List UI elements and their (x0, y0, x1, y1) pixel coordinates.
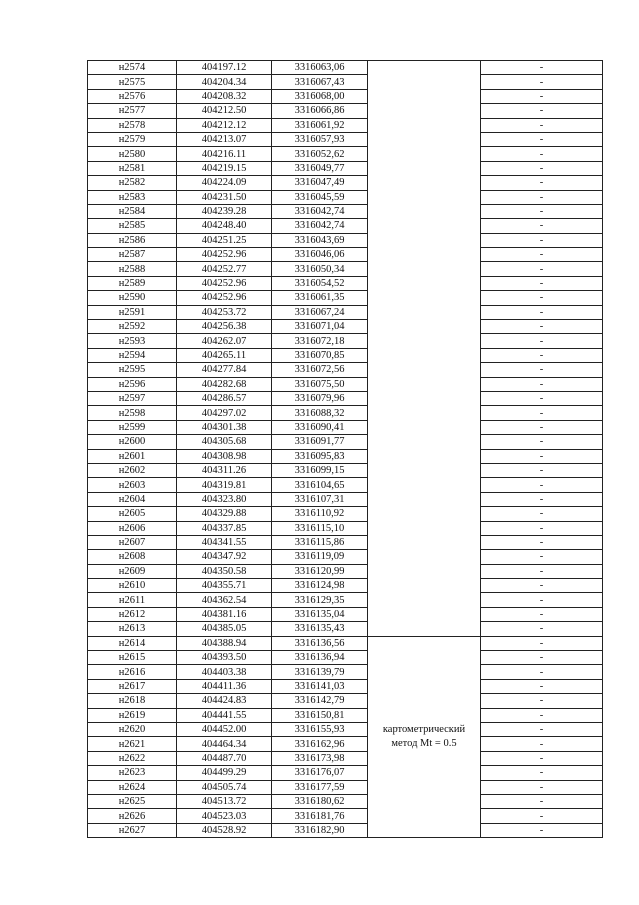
method-text: метод Mt = 0.5 (391, 737, 457, 749)
point-id-cell: н2626 (88, 809, 177, 823)
table-row (88, 679, 603, 693)
point-id-cell: н2604 (88, 492, 177, 506)
table-row (88, 535, 603, 549)
accuracy-cell: - (481, 679, 603, 693)
point-id-cell: н2590 (88, 291, 177, 305)
y-coordinate-cell: 3316061,35 (272, 291, 368, 305)
point-id-cell: н2578 (88, 118, 177, 132)
y-coordinate-cell: 3316063,06 (272, 61, 368, 75)
x-coordinate-cell: 404499.29 (177, 766, 272, 780)
x-coordinate-cell: 404381.16 (177, 607, 272, 621)
y-coordinate-cell: 3316091,77 (272, 435, 368, 449)
x-coordinate-cell: 404197.12 (177, 61, 272, 75)
accuracy-cell: - (481, 809, 603, 823)
y-coordinate-cell: 3316043,69 (272, 233, 368, 247)
x-coordinate-cell: 404212.50 (177, 104, 272, 118)
table-row (88, 809, 603, 823)
accuracy-cell: - (481, 823, 603, 837)
x-coordinate-cell: 404239.28 (177, 204, 272, 218)
accuracy-cell: - (481, 722, 603, 736)
table-row (88, 579, 603, 593)
x-coordinate-cell: 404528.92 (177, 823, 272, 837)
method-cell (368, 61, 481, 637)
point-id-cell: н2583 (88, 190, 177, 204)
x-coordinate-cell: 404212.12 (177, 118, 272, 132)
table-row (88, 780, 603, 794)
accuracy-cell: - (481, 665, 603, 679)
y-coordinate-cell: 3316052,62 (272, 147, 368, 161)
y-coordinate-cell: 3316095,83 (272, 449, 368, 463)
y-coordinate-cell: 3316068,00 (272, 89, 368, 103)
y-coordinate-cell: 3316181,76 (272, 809, 368, 823)
y-coordinate-cell: 3316099,15 (272, 463, 368, 477)
y-coordinate-cell: 3316119,09 (272, 550, 368, 564)
table-row (88, 118, 603, 132)
y-coordinate-cell: 3316046,06 (272, 248, 368, 262)
x-coordinate-cell: 404208.32 (177, 89, 272, 103)
point-id-cell: н2592 (88, 320, 177, 334)
y-coordinate-cell: 3316079,96 (272, 391, 368, 405)
point-id-cell: н2621 (88, 737, 177, 751)
accuracy-cell: - (481, 751, 603, 765)
y-coordinate-cell: 3316107,31 (272, 492, 368, 506)
point-id-cell: н2614 (88, 636, 177, 650)
point-id-cell: н2627 (88, 823, 177, 837)
point-id-cell: н2606 (88, 521, 177, 535)
accuracy-cell: - (481, 320, 603, 334)
x-coordinate-cell: 404216.11 (177, 147, 272, 161)
point-id-cell: н2584 (88, 204, 177, 218)
x-coordinate-cell: 404505.74 (177, 780, 272, 794)
point-id-cell: н2615 (88, 651, 177, 665)
point-id-cell: н2611 (88, 593, 177, 607)
point-id-cell: н2600 (88, 435, 177, 449)
x-coordinate-cell: 404403.38 (177, 665, 272, 679)
method-cell (368, 636, 481, 837)
x-coordinate-cell: 404286.57 (177, 391, 272, 405)
y-coordinate-cell: 3316173,98 (272, 751, 368, 765)
table-row (88, 61, 603, 75)
x-coordinate-cell: 404523.03 (177, 809, 272, 823)
accuracy-cell: - (481, 276, 603, 290)
accuracy-cell: - (481, 449, 603, 463)
x-coordinate-cell: 404311.26 (177, 463, 272, 477)
point-id-cell: н2617 (88, 679, 177, 693)
accuracy-cell: - (481, 75, 603, 89)
point-id-cell: н2605 (88, 507, 177, 521)
y-coordinate-cell: 3316104,65 (272, 478, 368, 492)
table-row (88, 708, 603, 722)
x-coordinate-cell: 404347.92 (177, 550, 272, 564)
y-coordinate-cell: 3316124,98 (272, 579, 368, 593)
table-row (88, 320, 603, 334)
table-row (88, 722, 603, 736)
x-coordinate-cell: 404305.68 (177, 435, 272, 449)
x-coordinate-cell: 404487.70 (177, 751, 272, 765)
table-row (88, 262, 603, 276)
point-id-cell: н2580 (88, 147, 177, 161)
table-row (88, 622, 603, 636)
table-row (88, 550, 603, 564)
y-coordinate-cell: 3316139,79 (272, 665, 368, 679)
y-coordinate-cell: 3316182,90 (272, 823, 368, 837)
accuracy-cell: - (481, 61, 603, 75)
point-id-cell: н2601 (88, 449, 177, 463)
table-row (88, 564, 603, 578)
table-row (88, 75, 603, 89)
point-id-cell: н2576 (88, 89, 177, 103)
x-coordinate-cell: 404219.15 (177, 161, 272, 175)
point-id-cell: н2589 (88, 276, 177, 290)
table-row (88, 435, 603, 449)
table-row (88, 219, 603, 233)
point-id-cell: н2582 (88, 176, 177, 190)
y-coordinate-cell: 3316066,86 (272, 104, 368, 118)
accuracy-cell: - (481, 535, 603, 549)
table-row (88, 176, 603, 190)
table-row (88, 248, 603, 262)
table-row (88, 233, 603, 247)
accuracy-cell: - (481, 593, 603, 607)
point-id-cell: н2622 (88, 751, 177, 765)
point-id-cell: н2591 (88, 305, 177, 319)
accuracy-cell: - (481, 564, 603, 578)
accuracy-cell: - (481, 291, 603, 305)
accuracy-cell: - (481, 420, 603, 434)
table-row (88, 291, 603, 305)
table-row (88, 751, 603, 765)
point-id-cell: н2577 (88, 104, 177, 118)
y-coordinate-cell: 3316070,85 (272, 348, 368, 362)
x-coordinate-cell: 404441.55 (177, 708, 272, 722)
y-coordinate-cell: 3316135,04 (272, 607, 368, 621)
x-coordinate-cell: 404337.85 (177, 521, 272, 535)
accuracy-cell: - (481, 463, 603, 477)
accuracy-cell: - (481, 89, 603, 103)
point-id-cell: н2624 (88, 780, 177, 794)
point-id-cell: н2586 (88, 233, 177, 247)
x-coordinate-cell: 404252.96 (177, 276, 272, 290)
accuracy-cell: - (481, 363, 603, 377)
x-coordinate-cell: 404282.68 (177, 377, 272, 391)
y-coordinate-cell: 3316050,34 (272, 262, 368, 276)
x-coordinate-cell: 404224.09 (177, 176, 272, 190)
y-coordinate-cell: 3316177,59 (272, 780, 368, 794)
accuracy-cell: - (481, 391, 603, 405)
y-coordinate-cell: 3316176,07 (272, 766, 368, 780)
accuracy-cell: - (481, 305, 603, 319)
point-id-cell: н2607 (88, 535, 177, 549)
accuracy-cell: - (481, 708, 603, 722)
y-coordinate-cell: 3316135,43 (272, 622, 368, 636)
table-row (88, 766, 603, 780)
accuracy-cell: - (481, 204, 603, 218)
accuracy-cell: - (481, 233, 603, 247)
x-coordinate-cell: 404513.72 (177, 794, 272, 808)
point-id-cell: н2603 (88, 478, 177, 492)
point-id-cell: н2610 (88, 579, 177, 593)
x-coordinate-cell: 404362.54 (177, 593, 272, 607)
point-id-cell: н2597 (88, 391, 177, 405)
table-row (88, 478, 603, 492)
x-coordinate-cell: 404252.96 (177, 248, 272, 262)
table-row (88, 204, 603, 218)
table-row (88, 507, 603, 521)
accuracy-cell: - (481, 104, 603, 118)
y-coordinate-cell: 3316136,56 (272, 636, 368, 650)
y-coordinate-cell: 3316047,49 (272, 176, 368, 190)
method-text: картометрический (382, 723, 466, 735)
y-coordinate-cell: 3316141,03 (272, 679, 368, 693)
accuracy-cell: - (481, 190, 603, 204)
x-coordinate-cell: 404452.00 (177, 722, 272, 736)
y-coordinate-cell: 3316090,41 (272, 420, 368, 434)
point-id-cell: н2612 (88, 607, 177, 621)
table-row (88, 147, 603, 161)
y-coordinate-cell: 3316071,04 (272, 320, 368, 334)
y-coordinate-cell: 3316075,50 (272, 377, 368, 391)
y-coordinate-cell: 3316115,10 (272, 521, 368, 535)
point-id-cell: н2609 (88, 564, 177, 578)
table-row (88, 104, 603, 118)
point-id-cell: н2594 (88, 348, 177, 362)
accuracy-cell: - (481, 521, 603, 535)
accuracy-cell: - (481, 435, 603, 449)
point-id-cell: н2619 (88, 708, 177, 722)
x-coordinate-cell: 404323.80 (177, 492, 272, 506)
y-coordinate-cell: 3316115,86 (272, 535, 368, 549)
accuracy-cell: - (481, 132, 603, 146)
x-coordinate-cell: 404319.81 (177, 478, 272, 492)
accuracy-cell: - (481, 794, 603, 808)
x-coordinate-cell: 404248.40 (177, 219, 272, 233)
coordinates-table (87, 60, 603, 838)
table-row (88, 593, 603, 607)
point-id-cell: н2574 (88, 61, 177, 75)
table-row (88, 651, 603, 665)
x-coordinate-cell: 404385.05 (177, 622, 272, 636)
table-row (88, 161, 603, 175)
y-coordinate-cell: 3316049,77 (272, 161, 368, 175)
accuracy-cell: - (481, 334, 603, 348)
point-id-cell: н2587 (88, 248, 177, 262)
accuracy-cell: - (481, 118, 603, 132)
table-row (88, 132, 603, 146)
y-coordinate-cell: 3316120,99 (272, 564, 368, 578)
accuracy-cell: - (481, 651, 603, 665)
x-coordinate-cell: 404213.07 (177, 132, 272, 146)
y-coordinate-cell: 3316162,96 (272, 737, 368, 751)
accuracy-cell: - (481, 248, 603, 262)
point-id-cell: н2593 (88, 334, 177, 348)
table-row (88, 636, 603, 650)
table-row (88, 420, 603, 434)
table-row (88, 492, 603, 506)
table-row (88, 377, 603, 391)
point-id-cell: н2620 (88, 722, 177, 736)
table-row (88, 406, 603, 420)
accuracy-cell: - (481, 550, 603, 564)
point-id-cell: н2599 (88, 420, 177, 434)
x-coordinate-cell: 404252.77 (177, 262, 272, 276)
accuracy-cell: - (481, 492, 603, 506)
accuracy-cell: - (481, 780, 603, 794)
point-id-cell: н2588 (88, 262, 177, 276)
table-row (88, 276, 603, 290)
x-coordinate-cell: 404355.71 (177, 579, 272, 593)
accuracy-cell: - (481, 478, 603, 492)
x-coordinate-cell: 404301.38 (177, 420, 272, 434)
table-row (88, 334, 603, 348)
table-row (88, 363, 603, 377)
accuracy-cell: - (481, 636, 603, 650)
table-row (88, 823, 603, 837)
y-coordinate-cell: 3316067,24 (272, 305, 368, 319)
x-coordinate-cell: 404277.84 (177, 363, 272, 377)
accuracy-cell: - (481, 176, 603, 190)
x-coordinate-cell: 404256.38 (177, 320, 272, 334)
y-coordinate-cell: 3316042,74 (272, 219, 368, 233)
x-coordinate-cell: 404393.50 (177, 651, 272, 665)
table-row (88, 521, 603, 535)
point-id-cell: н2581 (88, 161, 177, 175)
table-row (88, 305, 603, 319)
y-coordinate-cell: 3316042,74 (272, 204, 368, 218)
y-coordinate-cell: 3316072,18 (272, 334, 368, 348)
table-row (88, 794, 603, 808)
x-coordinate-cell: 404350.58 (177, 564, 272, 578)
y-coordinate-cell: 3316129,35 (272, 593, 368, 607)
x-coordinate-cell: 404231.50 (177, 190, 272, 204)
accuracy-cell: - (481, 766, 603, 780)
accuracy-cell: - (481, 348, 603, 362)
y-coordinate-cell: 3316142,79 (272, 694, 368, 708)
table-row (88, 190, 603, 204)
x-coordinate-cell: 404251.25 (177, 233, 272, 247)
y-coordinate-cell: 3316088,32 (272, 406, 368, 420)
accuracy-cell: - (481, 694, 603, 708)
y-coordinate-cell: 3316136,94 (272, 651, 368, 665)
table-row (88, 89, 603, 103)
accuracy-cell: - (481, 147, 603, 161)
y-coordinate-cell: 3316061,92 (272, 118, 368, 132)
accuracy-cell: - (481, 622, 603, 636)
x-coordinate-cell: 404253.72 (177, 305, 272, 319)
y-coordinate-cell: 3316057,93 (272, 132, 368, 146)
x-coordinate-cell: 404424.83 (177, 694, 272, 708)
table-row (88, 665, 603, 679)
point-id-cell: н2596 (88, 377, 177, 391)
x-coordinate-cell: 404329.88 (177, 507, 272, 521)
accuracy-cell: - (481, 219, 603, 233)
y-coordinate-cell: 3316067,43 (272, 75, 368, 89)
x-coordinate-cell: 404411.36 (177, 679, 272, 693)
y-coordinate-cell: 3316180,62 (272, 794, 368, 808)
point-id-cell: н2616 (88, 665, 177, 679)
x-coordinate-cell: 404297.02 (177, 406, 272, 420)
table-row (88, 737, 603, 751)
y-coordinate-cell: 3316155,93 (272, 722, 368, 736)
point-id-cell: н2579 (88, 132, 177, 146)
accuracy-cell: - (481, 406, 603, 420)
point-id-cell: н2613 (88, 622, 177, 636)
point-id-cell: н2608 (88, 550, 177, 564)
point-id-cell: н2595 (88, 363, 177, 377)
accuracy-cell: - (481, 607, 603, 621)
x-coordinate-cell: 404308.98 (177, 449, 272, 463)
point-id-cell: н2598 (88, 406, 177, 420)
x-coordinate-cell: 404204.34 (177, 75, 272, 89)
x-coordinate-cell: 404341.55 (177, 535, 272, 549)
table-row (88, 463, 603, 477)
point-id-cell: н2618 (88, 694, 177, 708)
accuracy-cell: - (481, 377, 603, 391)
table-row (88, 391, 603, 405)
y-coordinate-cell: 3316110,92 (272, 507, 368, 521)
coordinates-table-body (88, 61, 603, 838)
point-id-cell: н2602 (88, 463, 177, 477)
point-id-cell: н2585 (88, 219, 177, 233)
accuracy-cell: - (481, 161, 603, 175)
y-coordinate-cell: 3316045,59 (272, 190, 368, 204)
point-id-cell: н2625 (88, 794, 177, 808)
x-coordinate-cell: 404265.11 (177, 348, 272, 362)
table-row (88, 449, 603, 463)
accuracy-cell: - (481, 507, 603, 521)
x-coordinate-cell: 404252.96 (177, 291, 272, 305)
x-coordinate-cell: 404464.34 (177, 737, 272, 751)
accuracy-cell: - (481, 579, 603, 593)
y-coordinate-cell: 3316072,56 (272, 363, 368, 377)
point-id-cell: н2623 (88, 766, 177, 780)
y-coordinate-cell: 3316150,81 (272, 708, 368, 722)
accuracy-cell: - (481, 737, 603, 751)
accuracy-cell: - (481, 262, 603, 276)
point-id-cell: н2575 (88, 75, 177, 89)
table-row (88, 694, 603, 708)
x-coordinate-cell: 404388.94 (177, 636, 272, 650)
table-row (88, 607, 603, 621)
table-row (88, 348, 603, 362)
y-coordinate-cell: 3316054,52 (272, 276, 368, 290)
x-coordinate-cell: 404262.07 (177, 334, 272, 348)
